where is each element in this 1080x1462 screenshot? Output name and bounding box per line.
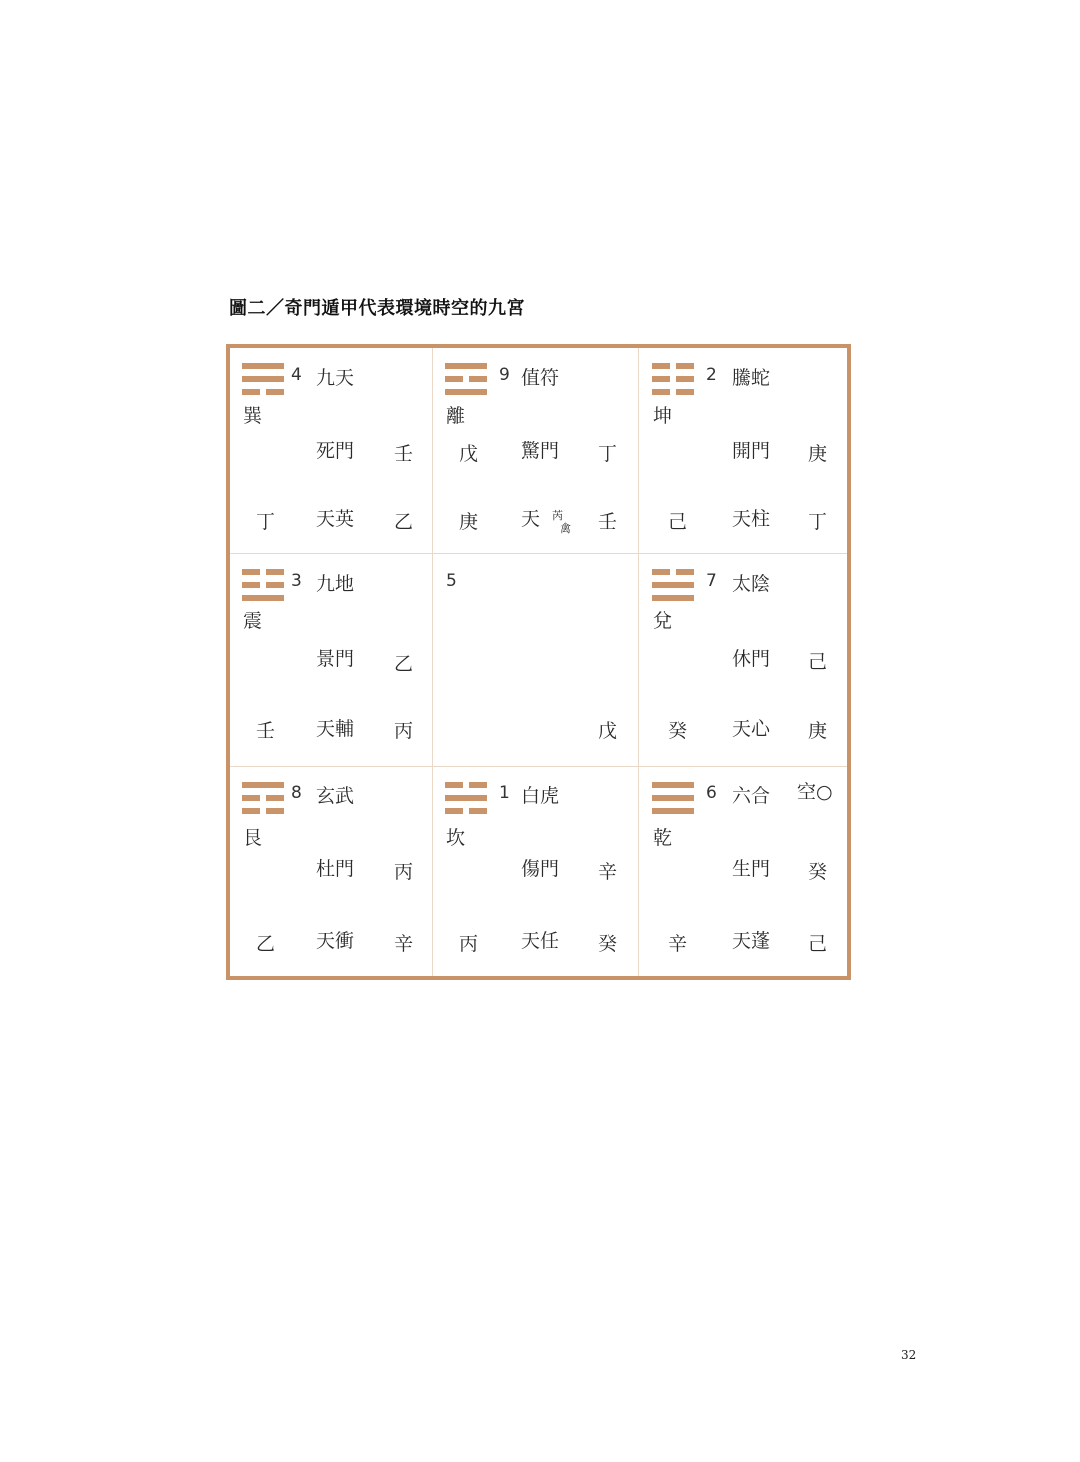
trigram-line-broken: [445, 782, 463, 788]
star-stem: 癸: [598, 933, 618, 955]
palace-cell: [638, 553, 847, 766]
trigram-icon: [652, 363, 694, 395]
star-sub-upper: 芮: [552, 509, 563, 522]
earth-stem: 丙: [459, 933, 479, 955]
trigram-icon: [242, 569, 284, 601]
deity-label: 值符: [521, 367, 560, 389]
palace-cell: [230, 553, 432, 766]
page-number: 32: [901, 1348, 917, 1362]
trigram-line-broken: [676, 389, 694, 395]
trigram-icon: [445, 782, 487, 814]
void-marker: 空○: [797, 781, 833, 803]
trigram-line-solid: [652, 595, 694, 601]
door-label: 死門: [316, 440, 355, 462]
star-stem: 丙: [394, 720, 414, 742]
palace-number: 4: [291, 365, 302, 385]
star-label: 天任: [521, 930, 560, 952]
trigram-line-solid: [242, 595, 284, 601]
trigram-line-broken: [242, 795, 260, 801]
trigram-line-solid: [445, 795, 487, 801]
palace-number: 2: [706, 365, 717, 385]
trigram-line-broken: [266, 795, 284, 801]
deity-label: 騰蛇: [732, 367, 771, 389]
deity-label: 太陰: [732, 573, 771, 595]
star-label: 天: [521, 508, 541, 530]
door-label: 杜門: [316, 858, 355, 880]
star-stem: 辛: [394, 933, 414, 955]
door-stem: 己: [808, 651, 828, 673]
deity-label: 九天: [316, 367, 355, 389]
palace-cell: [230, 348, 432, 553]
palace-number: 6: [706, 783, 717, 803]
trigram-line-solid: [652, 795, 694, 801]
door-label: 生門: [732, 858, 771, 880]
trigram-line-broken: [676, 569, 694, 575]
figure-caption: 圖二／奇門遁甲代表環境時空的九宮: [229, 298, 525, 319]
trigram-line-solid: [445, 363, 487, 369]
star-label: 天輔: [316, 718, 355, 740]
star-stem: 己: [808, 933, 828, 955]
trigram-line-broken: [266, 569, 284, 575]
trigram-line-solid: [652, 808, 694, 814]
palace-number: 1: [499, 783, 510, 803]
trigram-name: 震: [243, 610, 263, 632]
deity-label: 玄武: [316, 785, 355, 807]
trigram-line-broken: [266, 389, 284, 395]
earth-stem: 壬: [256, 720, 276, 742]
door-stem: 乙: [394, 653, 414, 675]
trigram-line-solid: [242, 376, 284, 382]
star-stem: 丁: [808, 511, 828, 533]
door-stem: 癸: [808, 861, 828, 883]
trigram-line-solid: [652, 782, 694, 788]
trigram-name: 兌: [653, 610, 673, 632]
trigram-line-broken: [242, 582, 260, 588]
trigram-line-broken: [469, 782, 487, 788]
trigram-icon: [652, 782, 694, 814]
trigram-line-solid: [652, 582, 694, 588]
trigram-line-broken: [652, 569, 670, 575]
earth-stem: 辛: [668, 933, 688, 955]
palace-cell: [230, 766, 432, 976]
trigram-line-broken: [676, 376, 694, 382]
trigram-line-broken: [652, 363, 670, 369]
trigram-icon: [445, 363, 487, 395]
trigram-line-broken: [652, 376, 670, 382]
palace-number: 7: [706, 571, 717, 591]
palace-number: 9: [499, 365, 510, 385]
trigram-line-broken: [242, 569, 260, 575]
door-stem: 丙: [394, 861, 414, 883]
door-label: 景門: [316, 648, 355, 670]
trigram-line-broken: [266, 808, 284, 814]
palace-number: 3: [291, 571, 302, 591]
door-label: 傷門: [521, 858, 560, 880]
door-stem: 庚: [808, 443, 828, 465]
palace-cell: [638, 348, 847, 553]
door-label: 休門: [732, 648, 771, 670]
star-stem: 壬: [598, 511, 618, 533]
trigram-icon: [242, 363, 284, 395]
trigram-icon: [652, 569, 694, 601]
trigram-line-broken: [266, 582, 284, 588]
door-label: 驚門: [521, 440, 560, 462]
trigram-name: 乾: [653, 827, 673, 849]
palace-cell: [638, 766, 847, 976]
door-label: 開門: [732, 440, 771, 462]
earth-stem: 癸: [668, 720, 688, 742]
left-stem: 戊: [459, 443, 479, 465]
trigram-icon: [242, 782, 284, 814]
palace-number: 5: [446, 571, 457, 591]
trigram-line-broken: [469, 376, 487, 382]
trigram-name: 巽: [243, 405, 263, 427]
trigram-line-broken: [242, 389, 260, 395]
trigram-line-broken: [445, 808, 463, 814]
star-label: 天衝: [316, 930, 355, 952]
palace-cell: [432, 348, 638, 553]
star-label: 天英: [316, 508, 355, 530]
earth-stem: 戊: [598, 720, 618, 742]
trigram-line-solid: [445, 389, 487, 395]
earth-stem: 庚: [459, 511, 479, 533]
palace-cell-center: [432, 553, 638, 766]
palace-cell: [432, 766, 638, 976]
trigram-line-broken: [676, 363, 694, 369]
palace-number: 8: [291, 783, 302, 803]
trigram-name: 坎: [446, 827, 466, 849]
deity-label: 六合: [732, 785, 771, 807]
trigram-line-broken: [652, 389, 670, 395]
trigram-name: 坤: [653, 405, 673, 427]
trigram-line-solid: [242, 782, 284, 788]
deity-label: 九地: [316, 573, 355, 595]
door-stem: 壬: [394, 443, 414, 465]
earth-stem: 己: [668, 511, 688, 533]
trigram-line-broken: [445, 376, 463, 382]
earth-stem: 乙: [256, 933, 276, 955]
star-label: 天柱: [732, 508, 771, 530]
trigram-line-solid: [242, 363, 284, 369]
star-label: 天心: [732, 718, 771, 740]
star-label: 天蓬: [732, 930, 771, 952]
star-sub-lower: 禽: [560, 522, 571, 535]
door-stem: 丁: [598, 443, 618, 465]
deity-label: 白虎: [521, 785, 560, 807]
trigram-name: 艮: [243, 827, 263, 849]
nine-palace-grid: [226, 344, 851, 980]
star-stem: 庚: [808, 720, 828, 742]
trigram-line-broken: [469, 808, 487, 814]
earth-stem: 丁: [256, 511, 276, 533]
trigram-line-broken: [242, 808, 260, 814]
star-stem: 乙: [394, 511, 414, 533]
door-stem: 辛: [598, 861, 618, 883]
trigram-name: 離: [446, 405, 466, 427]
